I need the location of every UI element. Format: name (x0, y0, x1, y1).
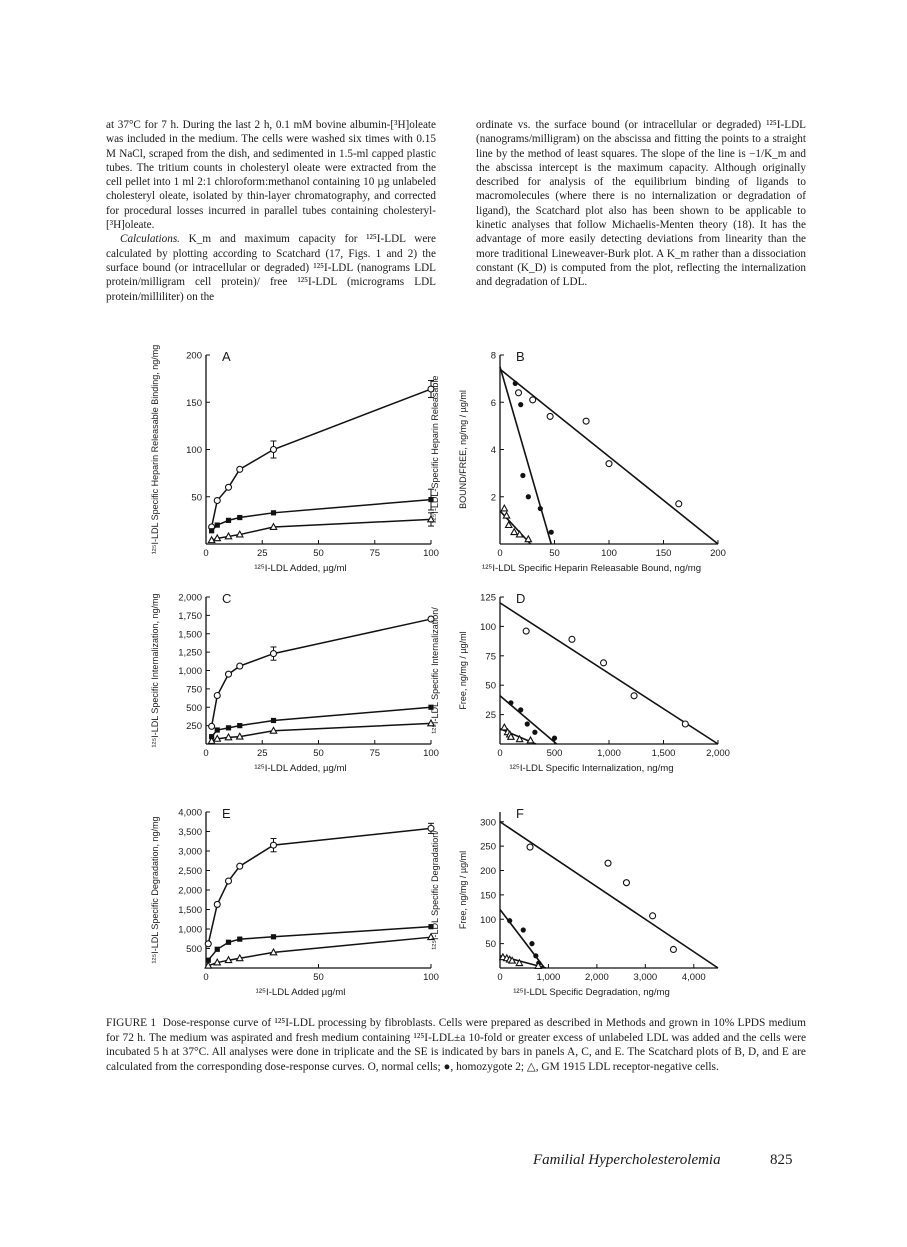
paragraph-methods: at 37°C for 7 h. During the last 2 h, 0.1 mM bovine albumin-[³H]oleate was included in the medium. The cells were washed six times with 0.15 M NaCl, scraped from the dish, and sedimented in 1.5-ml capped plastic tubes. The tritium counts in cholesteryl oleate were extracted from the cell pellet into 1 ml 2:1 chloroform:methanol containing 10 µg unlabeled cholesteryl oleate, isolated by thin-layer chromatography, and corrected for procedural losses incurred in parallel tubes containing cholesteryl-[³H]oleate. (106, 119, 436, 232)
panel-f-series-2-point (533, 953, 538, 958)
panel-d-series-1-point (682, 721, 688, 727)
panel-f-y-tick-label: 300 (480, 817, 496, 829)
panel-b-series-2-point (538, 506, 543, 511)
panel-d-y-tick-label: 100 (480, 621, 496, 633)
panel-b-x-tick-label: 0 (497, 548, 503, 559)
panel-d-series-1-point (601, 660, 607, 666)
panel-d-y-tick-label: 25 (485, 710, 496, 722)
panel-b-x-tick-label: 150 (655, 548, 672, 559)
panel-f-series-1-point (605, 860, 611, 866)
caption-label: FIGURE 1 (106, 1017, 157, 1029)
panel-c-series-1-point (271, 651, 277, 657)
panel-e-series-1-point (226, 878, 232, 884)
panel-c-y-tick-label: 250 (186, 721, 202, 733)
panel-d-x-tick-label: 2,000 (706, 748, 730, 759)
panel-e-series-1-line (208, 828, 431, 943)
panel-b-y-tick-label: 2 (490, 492, 496, 504)
panel-e-series-2-point (226, 940, 231, 945)
panel-e-series-2-point (215, 947, 220, 952)
panel-d-x-axis-label: ¹²⁵I-LDL Specific Internalization, ng/mg (509, 763, 674, 774)
panel-c-x-axis-label: ¹²⁵I-LDL Added, µg/ml (254, 763, 347, 774)
panel-d-letter: D (516, 591, 526, 606)
panel-e-y-tick-label: 500 (186, 944, 202, 955)
panel-c-y-tick-label: 750 (186, 684, 202, 696)
panel-c-y-tick-label: 1,250 (178, 647, 202, 659)
caption-text: Dose-response curve of ¹²⁵I-LDL processing by fibroblasts. Cells were prepared as described in Methods and grown in 10% LPDS medium for 72 h. The medium was aspirated and fresh medium containing ¹²⁵I-LDL±a 10-fold or greater excess of unlabeled LDL was added and the cells were incubated 5 h at 37°C. All analyses were done in triplicate and the SE is indicated by bars in panels A, C, and E. The Scatchard plots of B, D, and E are calculated from the corresponding dose-response curves. O, normal cells; ●, homozygote 2; △, GM 1915 LDL receptor-negative cells. (106, 1017, 806, 1073)
panel-e-series-1-point (214, 901, 220, 907)
panel-a-series-1-line (212, 389, 431, 527)
panel-a-x-axis-label: ¹²⁵I-LDL Added, µg/ml (254, 563, 347, 574)
panel-d-series-2-point (532, 730, 537, 735)
panel-e-series-1-point (271, 842, 277, 848)
panel-f-y-axis-label-side: ¹²⁵I-LDL Specific Degradation/ (430, 830, 440, 950)
panel-b-series-2-point (520, 473, 525, 478)
panel-a-x-tick-label: 75 (369, 548, 381, 559)
panel-d-series-2-point (552, 736, 557, 741)
panel-e-series-1-point (205, 941, 211, 947)
panel-a-series-2-point (237, 515, 242, 520)
panel-b-series-2-point (518, 402, 523, 407)
panel-a-y-tick-label: 50 (191, 492, 202, 504)
panel-c-series-2-point (237, 723, 242, 728)
panel-c-y-tick-label: 1,000 (178, 666, 202, 677)
panel-e-y-axis-label: ¹²⁵I-LDL Specific Degradation, ng/mg (150, 816, 160, 964)
panel-f-y-axis-label: Free, ng/mg / µg/ml (458, 850, 468, 930)
panel-f-series-1-point (623, 880, 629, 886)
panel-b-series-1-point (583, 418, 589, 424)
panel-f-series-1-point (650, 913, 656, 919)
panel-e-y-tick-label: 1,500 (178, 905, 202, 916)
panel-d-y-tick-label: 50 (485, 680, 496, 692)
panel-c-series-2-line (212, 707, 431, 736)
panel-d-y-axis-label: Free, ng/mg / µg/ml (458, 631, 468, 710)
panel-b-y-tick-label: 4 (490, 445, 496, 456)
panel-c-x-tick-label: 0 (203, 748, 209, 759)
panel-d-series-1-point (569, 636, 575, 642)
panel-e-y-tick-label: 4,000 (178, 807, 202, 819)
panel-a-series-1-point (214, 498, 220, 504)
panel-b-series-3-point (501, 505, 507, 511)
panel-e-x-tick-label: 100 (423, 972, 439, 983)
panel-a-series-3-line (212, 519, 431, 540)
panel-d-y-axis-label-side: ¹²⁵I-LDL Specific Internalization/ (430, 607, 440, 734)
panel-c-series-2-point (226, 725, 231, 730)
running-title: Familial Hypercholesterolemia (533, 1152, 721, 1168)
panel-e-x-axis-label: ¹²⁵I-LDL Added µg/ml (255, 987, 346, 998)
panel-c-x-tick-label: 100 (423, 748, 439, 759)
panel-b-x-axis-label: ¹²⁵I-LDL Specific Heparin Releasable Bound, ng/mg (482, 563, 702, 574)
panel-e-y-tick-label: 1,000 (178, 924, 202, 936)
panel-f-x-tick-label: 4,000 (681, 972, 706, 983)
page-number: 825 (770, 1152, 793, 1168)
panel-d-y-tick-label: 75 (485, 651, 496, 663)
panel-e-y-tick-label: 2,500 (178, 866, 202, 877)
panel-a-y-tick-label: 150 (186, 397, 202, 409)
panel-c-x-tick-label: 25 (256, 748, 268, 759)
panel-f-x-tick-label: 0 (497, 972, 503, 983)
panel-d-x-tick-label: 1,000 (597, 748, 621, 759)
panel-b-x-tick-label: 50 (549, 548, 560, 559)
panel-a-series-1-point (237, 466, 243, 472)
panel-c-y-tick-label: 1,750 (178, 610, 202, 622)
panel-b-series-2-point (513, 381, 518, 386)
panel-a-series-2-point (215, 523, 220, 528)
panel-f-series-2-point (521, 927, 526, 932)
panel-c-x-tick-label: 50 (313, 748, 324, 759)
panel-f-x-tick-label: 2,000 (584, 972, 609, 983)
panel-a-x-tick-label: 50 (313, 548, 324, 559)
panel-f-y-tick-label: 50 (485, 939, 496, 951)
panel-b-series-1-point (530, 397, 536, 403)
panel-d-x-tick-label: 1,500 (651, 748, 676, 759)
panel-f-x-tick-label: 3,000 (633, 972, 658, 983)
panel-a-series-1-point (226, 484, 232, 490)
panel-b-y-axis-label-side: ¹²⁵I-LDL-Specific Heparin Releasable (430, 375, 440, 524)
panel-c-letter: C (222, 591, 232, 606)
panel-d-series-1-point (631, 693, 637, 699)
panel-f-letter: F (516, 806, 524, 821)
panel-c-x-tick-label: 75 (369, 748, 381, 759)
paragraph-scatchard: ordinate vs. the surface bound (or intracellular or degraded) ¹²⁵I-LDL (nanograms/milligram) on the abscissa and fitting the points to a straight line by the method of least squares. The slope of the line is −1/K_m and the abscissa intercept is the maximum capacity. Although originally described for analysis of the equilibrium binding of ligands to macromolecules (where there is no internalization or degradation of ligand), the Scatchard plot also has been shown to be applicable to kinetic analyses that follow Michaelis-Menten theory (18). It has the advantage of more easily detecting deviations from linearity than the more traditional Lineweaver-Burk plot. A K_m rather than a dissociation constant (K_D) is computed from the plot, reflecting the internalization and degradation of LDL. (476, 119, 806, 289)
panel-b-x-tick-label: 200 (710, 548, 726, 559)
panel-c-series-3-line (212, 723, 431, 741)
panel-f-y-tick-label: 150 (480, 890, 496, 902)
panel-e-x-tick-label: 0 (203, 972, 209, 983)
calculations-text: K_m and maximum capacity for ¹²⁵I-LDL were calculated by plotting according to Scatchard (17, Figs. 1 and 2) the surface bound (or intracellular or degraded) ¹²⁵I-LDL (nanograms LDL protein/milligram cell protein)/ free ¹²⁵I-LDL (micrograms LDL protein/milliliter) on the (106, 233, 436, 303)
panel-b-y-axis-label: BOUND/FREE, ng/mg / µg/ml (458, 390, 468, 509)
panel-b-y-tick-label: 8 (490, 350, 496, 362)
panel-a-x-tick-label: 25 (256, 548, 268, 559)
panel-e-series-2-line (208, 927, 431, 961)
panel-b-series-1-point (516, 390, 522, 396)
panel-f-series-2-point (507, 918, 512, 923)
panel-a-x-tick-label: 0 (203, 548, 209, 559)
panel-d-y-tick-label: 125 (480, 592, 496, 604)
panel-a-series-2-point (271, 510, 276, 515)
panel-f-x-tick-label: 1,000 (536, 972, 561, 983)
panel-e-y-tick-label: 3,000 (178, 846, 202, 858)
panel-d-series-1-point (523, 628, 529, 634)
panel-b-series-2-point (526, 494, 531, 499)
panel-f-y-tick-label: 100 (480, 914, 496, 926)
panel-b-series-1-fit-line (500, 369, 718, 544)
panel-e-letter: E (222, 806, 231, 821)
panel-e-series-1-point (237, 863, 243, 869)
panel-a-y-tick-label: 100 (186, 445, 202, 456)
panel-b-series-1-point (606, 461, 612, 467)
panel-b-x-tick-label: 100 (601, 548, 617, 559)
panel-b-letter: B (516, 349, 525, 364)
panel-e-series-2-point (271, 934, 276, 939)
panel-c-series-1-point (237, 663, 243, 669)
panel-a-series-2-line (212, 500, 431, 531)
calculations-heading: Calculations. (120, 233, 180, 246)
panel-e-series-2-point (237, 937, 242, 942)
panel-c-series-1-point (214, 692, 220, 698)
panel-a-series-1-point (271, 447, 277, 453)
panel-f-x-axis-label: ¹²⁵I-LDL Specific Degradation, ng/mg (513, 987, 670, 998)
panel-e-y-tick-label: 2,000 (178, 885, 202, 897)
panel-f-series-2-point (529, 941, 534, 946)
panel-d-series-2-point (518, 707, 523, 712)
panel-a-x-tick-label: 100 (423, 548, 439, 559)
panel-d-series-2-point (525, 721, 530, 726)
panel-a-letter: A (222, 349, 231, 364)
panel-c-y-tick-label: 2,000 (178, 592, 202, 604)
panel-b-series-1-point (547, 413, 553, 419)
panel-f-y-tick-label: 250 (480, 841, 496, 853)
panel-a-series-2-point (226, 518, 231, 523)
figure-caption (106, 1016, 806, 1074)
panel-c-series-1-point (226, 671, 232, 677)
panel-f-series-1-point (527, 844, 533, 850)
panel-b-y-tick-label: 6 (490, 397, 496, 409)
panel-b-series-2-point (549, 530, 554, 535)
panel-c-series-1-point (209, 723, 215, 729)
panel-d-x-tick-label: 0 (497, 748, 503, 759)
panel-d-series-2-point (508, 700, 513, 705)
panel-d-x-tick-label: 500 (546, 748, 563, 759)
panel-f-y-tick-label: 200 (480, 866, 496, 877)
panel-c-y-axis-label: ¹²⁵I-LDL Specific Internalization, ng/mg (150, 593, 160, 748)
panel-e-y-tick-label: 3,500 (178, 827, 202, 838)
panel-a-series-2-point (209, 528, 214, 533)
panel-c-y-tick-label: 500 (186, 702, 202, 714)
panel-a-y-tick-label: 200 (186, 350, 202, 362)
panel-c-series-2-point (271, 718, 276, 723)
panel-c-series-2-point (215, 727, 220, 732)
panel-a-y-axis-label: ¹²⁵I-LDL Specific Heparin Releasable Binding, ng/mg (150, 344, 160, 555)
panel-e-x-tick-label: 50 (313, 972, 324, 983)
panel-d-series-3-point (501, 724, 507, 730)
panel-f-series-1-point (670, 946, 676, 952)
panel-b-series-1-point (676, 501, 682, 507)
panel-c-y-tick-label: 1,500 (178, 629, 202, 641)
